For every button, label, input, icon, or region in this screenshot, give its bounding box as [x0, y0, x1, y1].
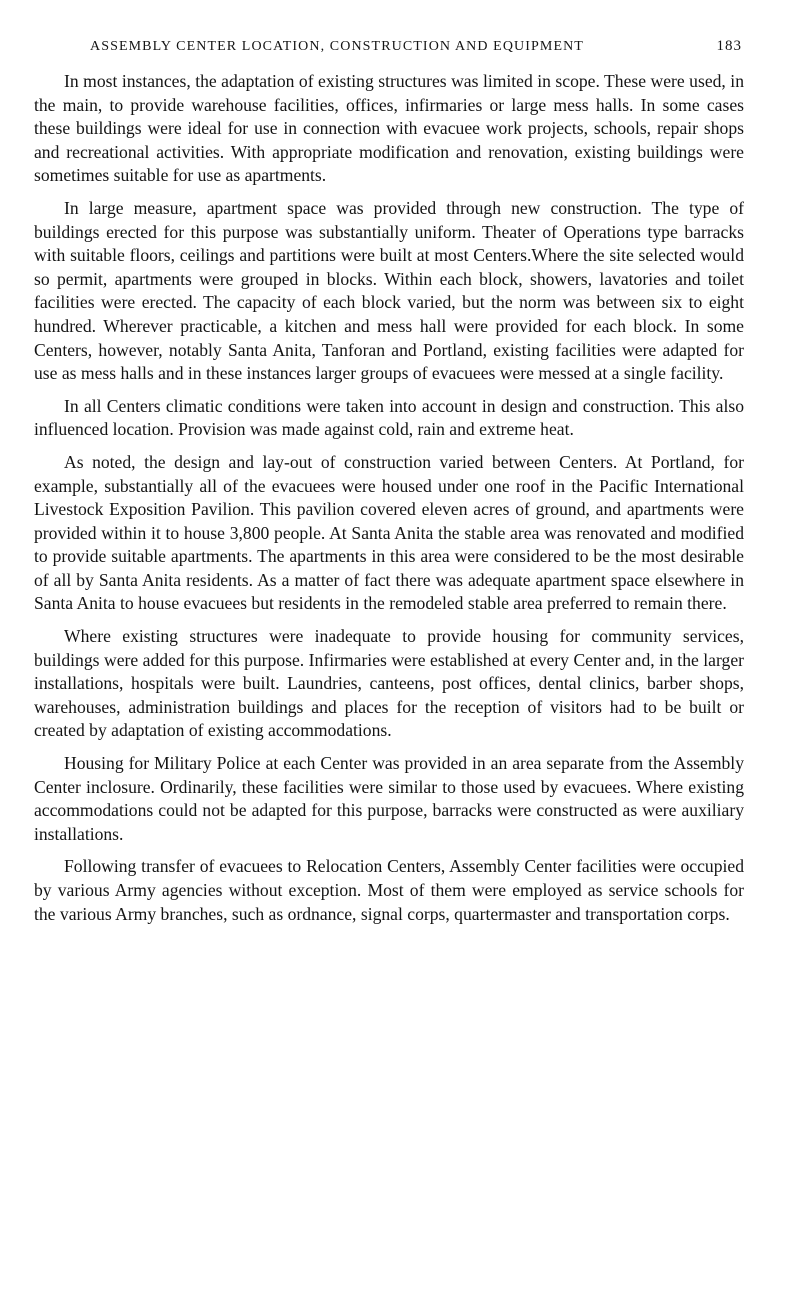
paragraph: Where existing structures were inadequate to provide housing for community services, buildings were added for this purpose. Infirmaries were established at every Center and, in the larger installations, hospitals were built. Laundries, canteens, post offices, dental clinics, barber shops, warehouses, administration buildings and places for the reception of visitors had to be built or created by adaptation of existing accommodations. — [34, 626, 744, 741]
paragraph: In all Centers climatic conditions were taken into account in design and construction. This also influenced location. Provision was made against cold, rain and extreme heat. — [34, 395, 744, 440]
paragraph: Housing for Military Police at each Center was provided in an area separate from the Assembly Center inclosure. Ordinarily, these facilities were similar to those used by evacuees. Where existing accommodations could not be adapted for this purpose, barracks were constructed as were auxiliary installations. — [34, 753, 744, 844]
running-header — [34, 38, 744, 60]
body-text — [34, 70, 744, 926]
paragraph: Following transfer of evacuees to Relocation Centers, Assembly Center facilities were occupied by various Army agencies without exception. Most of them were employed as service schools for the various Army branches, such as ordnance, signal corps, quartermaster and transportation corps. — [34, 856, 744, 924]
paragraph: As noted, the design and lay-out of construction varied between Centers. At Portland, for example, substantially all of the evacuees were housed under one roof in the Pacific International Livestock Exposition Pavilion. This pavilion covered eleven acres of ground, and apartments were provided within it to house 3,800 people. At Santa Anita the stable area was renovated and modified to provide suitable apartments. The apartments in this area were considered to be the most desirable of all by Santa Anita residents. As a matter of fact there was adequate apartment space elsewhere in Santa Anita to house evacuees but residents in the remodeled stable area preferred to remain there. — [34, 451, 744, 614]
page-number: 183 — [716, 38, 742, 54]
document-page — [34, 38, 744, 935]
paragraph: In large measure, apartment space was provided through new construction. The type of buildings erected for this purpose was substantially uniform. Theater of Operations type barracks with suitable floors, ceilings and partitions were built at most Centers.Where the site selected would so permit, apartments were grouped in blocks. Within each block, showers, lavatories and toilet facilities were erected. The capacity of each block varied, but the norm was between six to eight hundred. Wherever practicable, a kitchen and mess hall were provided for each block. In some Centers, however, notably Santa Anita, Tanforan and Portland, existing facilities were adapted for use as mess halls and in these instances larger groups of evacuees were messed at a single facility. — [34, 197, 744, 384]
running-title: ASSEMBLY CENTER LOCATION, CONSTRUCTION AND EQUIPMENT — [90, 39, 584, 54]
paragraph: In most instances, the adaptation of existing structures was limited in scope. These were used, in the main, to provide warehouse facilities, offices, infirmaries or large mess halls. In some cases these buildings were ideal for use in connection with evacuee work projects, schools, repair shops and recreational activities. With appropriate modification and renovation, existing buildings were sometimes suitable for use as apartments. — [34, 71, 744, 186]
